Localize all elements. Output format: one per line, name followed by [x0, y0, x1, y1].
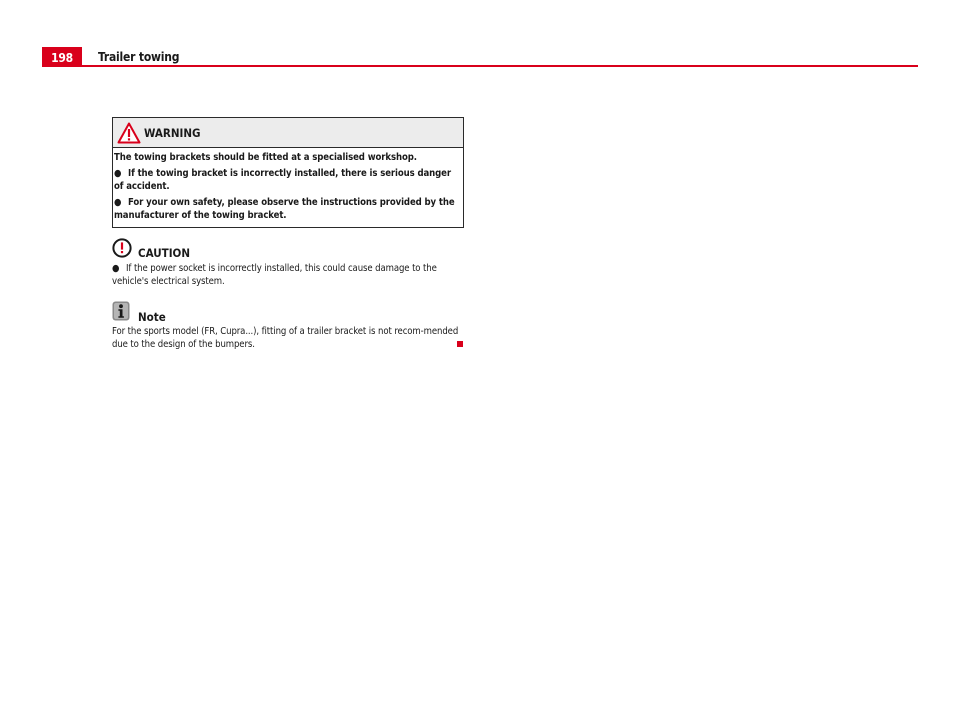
page-number: 198 [42, 47, 82, 67]
note-title: Note [138, 310, 166, 324]
bullet-glyph: ● [114, 168, 122, 179]
section-end-marker [457, 341, 463, 347]
caution-bullet-text: If the power socket is incorrectly installed, this could cause damage to the vehicle's electrical system. [112, 263, 437, 287]
warning-title: WARNING [144, 126, 201, 140]
caution-section [112, 238, 464, 288]
warning-bullet [114, 167, 458, 193]
caution-title: CAUTION [138, 246, 191, 260]
caution-bullet [112, 262, 464, 288]
caution-exclamation-icon [112, 238, 132, 258]
note-header [112, 301, 464, 325]
warning-triangle-icon [117, 122, 141, 144]
page-header [42, 47, 918, 67]
warning-bullet-text: For your own safety, please observe the instructions provided by the manufacturer of the towing bracket. [114, 197, 455, 221]
bullet-glyph: ● [114, 197, 122, 208]
warning-header [113, 118, 463, 148]
note-text: For the sports model (FR, Cupra...), fitting of a trailer bracket is not recom-mended due to the design of the bumpers. [112, 326, 459, 350]
warning-bullet-text: If the towing bracket is incorrectly installed, there is serious danger of accident. [114, 168, 451, 192]
caution-header [112, 238, 464, 262]
warning-intro: The towing brackets should be fitted at a specialised workshop. [114, 152, 417, 163]
warning-bullet [114, 196, 458, 222]
info-note-icon [112, 301, 130, 321]
warning-box [112, 117, 464, 228]
bullet-glyph: ● [112, 263, 120, 274]
warning-body [113, 148, 463, 227]
chapter-title: Trailer towing [98, 50, 180, 64]
header-rule [82, 65, 918, 67]
note-section [112, 301, 464, 351]
